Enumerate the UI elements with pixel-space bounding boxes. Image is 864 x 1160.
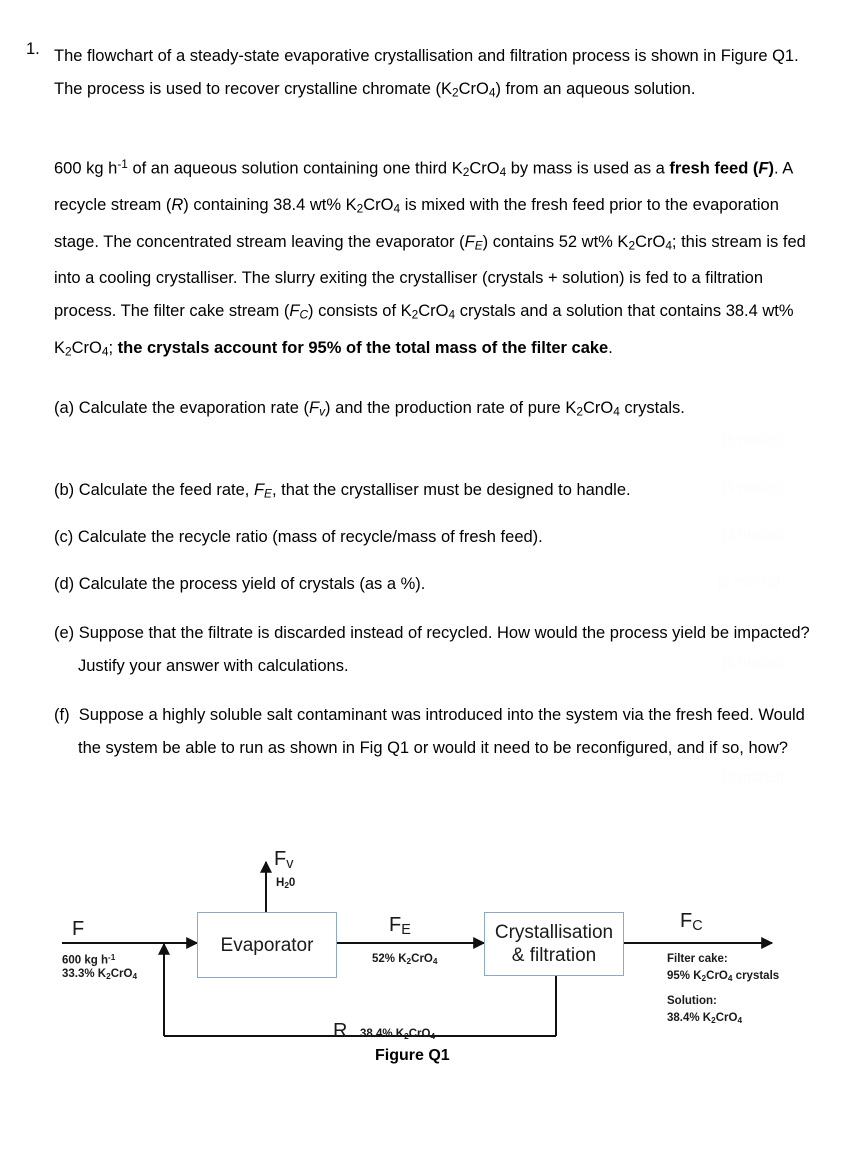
stream-label-fresh-feed: F: [72, 918, 85, 940]
question-body-paragraph: 600 kg $h^{-1}$ of an aqueous solution containing one third $K_2CrO_4$ by mass is used as a fresh feed (F). A recycle stream (R) containing 38.4 wt% $K_2CrO_4$ is mixed with the fresh feed prior to the evaporation stage. The concentrated stream leaving the evaporator $(F_E)$ contains 52 wt% $K_2CrO_4$; this stream is fed into a cooling crystalliser. The slurry exiting the crystalliser (crystals + solution) is fed to a filtration process. The filter cake stream $(F_C)$ consists of $K_2CrO_4$ crystals and a solution that contains 38.4 wt% $K_2CrO_4$; the crystals account for 95% of the total mass of the filter cake.: [54, 157, 806, 359]
question-number: 1.: [26, 40, 40, 58]
marks-part-f: [2 marks]: [722, 769, 784, 786]
question-part-c: (c) Calculate the recycle ratio (mass of recycle/mass of fresh feed).: [54, 528, 543, 546]
figure-q1: [0, 840, 864, 1080]
evaporator-block: [197, 912, 337, 978]
question-part-d: (d) Calculate the process yield of crystals (as a %).: [54, 575, 426, 593]
marks-part-c: [3 marks]: [722, 526, 784, 543]
recycle-note: 38.4% $K_2CrO_4$: [360, 1028, 436, 1041]
filter-cake-note-solution-composition: 38.4% $K_2CrO_4$: [667, 1012, 743, 1025]
question-part-a: (a) Calculate the evaporation rate $(F_v)$ and the production rate of pure $K_2CrO_4$ crystals.: [54, 399, 685, 419]
fresh-feed-note-flow: 600 kg $h^{-1}$: [62, 953, 116, 967]
question-part-f: (f) Suppose a highly soluble salt contaminant was introduced into the system via the fresh feed. Would the system be able to run as shown in Fig Q1 or would it need to be reconfigured, and if so, how?: [54, 706, 805, 757]
marks-part-d: [2 marks]: [718, 573, 780, 590]
evaporator-label: Evaporator: [220, 934, 314, 956]
crystallisation-label-line2: & filtration: [511, 945, 597, 966]
vapour-note: $H_20$: [276, 877, 296, 890]
stream-label-vapour: $F_v$: [274, 848, 294, 873]
filter-cake-note-crystals: 95% $K_2CrO_4$ crystals: [667, 970, 780, 983]
stream-label-evaporator-outlet: $F_E$: [389, 914, 411, 939]
figure-caption: Figure Q1: [375, 1047, 450, 1064]
stream-label-filter-cake: $F_C$: [680, 910, 703, 935]
crystallisation-filtration-block: [484, 912, 624, 976]
question-part-b: (b) Calculate the feed rate, $F_E$, that the crystalliser must be designed to handle.: [54, 481, 631, 501]
marks-part-a: [9 marks]: [722, 431, 784, 448]
filter-cake-note-solution-title: Solution:: [667, 995, 717, 1007]
question-intro-paragraph: The flowchart of a steady-state evaporative crystallisation and filtration process is shown in Figure Q1. The process is used to recover crystalline chromate $(K_2CrO_4)$ from an aqueous solution.: [54, 47, 799, 100]
evaporator-outlet-note: 52% $K_2CrO_4$: [372, 953, 438, 966]
question-part-e: (e) Suppose that the filtrate is discarded instead of recycled. How would the process yield be impacted? Justify your answer with calculations.: [54, 624, 810, 675]
crystallisation-label-line1: Crystallisation: [494, 922, 614, 943]
filter-cake-note-title: Filter cake:: [667, 953, 728, 965]
marks-part-b: [4 marks]: [722, 479, 784, 496]
fresh-feed-note-composition: 33.3% $K_2CrO_4$: [62, 968, 138, 981]
stream-label-recycle: R: [333, 1020, 348, 1042]
marks-part-e: [5 marks]: [722, 654, 784, 671]
